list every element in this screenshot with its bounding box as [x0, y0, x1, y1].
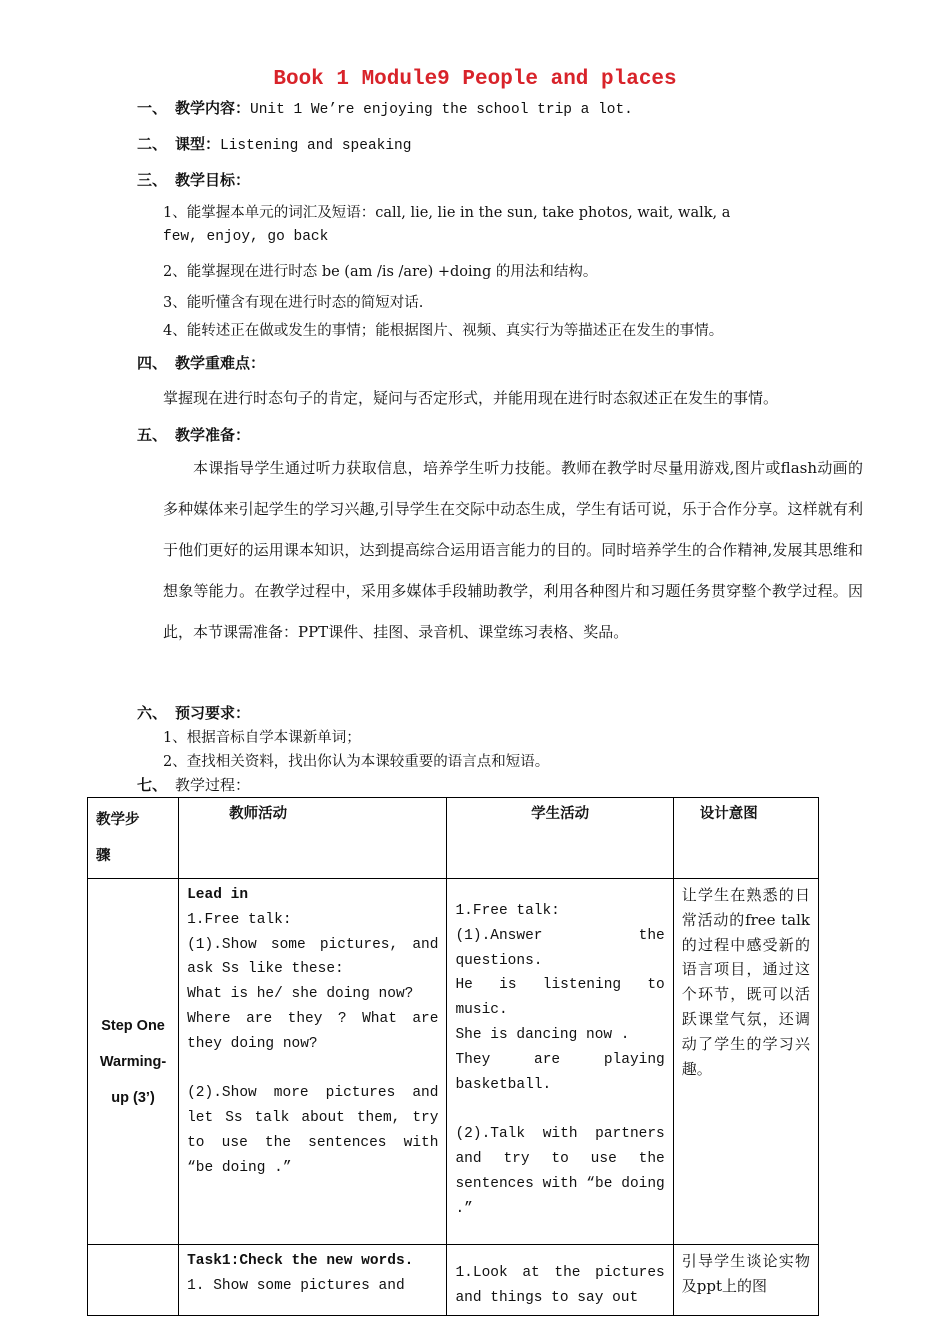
section-content: [137, 97, 633, 118]
document-title: Book 1 Module9 People and places: [273, 68, 677, 91]
section-heading: 课型：: [175, 135, 221, 153]
objective-line: 4、能转述正在做或发生的事情；能根据图片、视频、真实行为等描述正在发生的事情。: [163, 323, 724, 339]
step-cell: Step One Warming- up (3’): [88, 879, 179, 1245]
preview-line: 2、查找相关资料，找出你认为本课较重要的语言点和短语。: [163, 754, 550, 770]
section-heading: 教学准备：: [175, 426, 251, 444]
objective-line: 3、能听懂含有现在进行时态的简短对话.: [163, 295, 424, 311]
section-heading: 教学目标：: [175, 171, 251, 189]
section-heading: 教学过程：: [175, 776, 251, 794]
preparation-paragraph: 本课指导学生通过听力获取信息，培养学生听力技能。教师在教学时尽量用游戏,图片或flash动画的多种媒体来引起学生的学习兴趣,引导学生在交际中动态生成，学生有话可说，乐于合作分享。这样就有利于他们更好的运用课本知识，达到提高综合运用语言能力的目的。同时培养学生的合作精神,发展其思维和想象等能力。在教学过程中，采用多媒体手段辅助教学，利用各种图片和习题任务贯穿整个教学过程。因此，本节课需准备：PPT课件、挂图、录音机、课堂练习表格、奖品。: [163, 459, 863, 641]
section-heading: 预习要求：: [175, 704, 251, 722]
section-number: 二、: [137, 135, 168, 153]
section-number: 六、: [137, 704, 168, 722]
section-key-points: [137, 352, 265, 373]
teacher-activity-cell: Task1:Check the new words. 1. Show some pictures and: [179, 1245, 447, 1316]
table-header-row: [88, 798, 819, 879]
teacher-activity-cell: Lead in 1.Free talk: (1).Show some pictures, and ask Ss like these: What is he/ she doing now? Where are they ? What are they doing now? (2).Show more pictures and let Ss talk about them, try to use the sentences with “be doing .”: [179, 879, 447, 1245]
table-row: [88, 1245, 819, 1316]
header-step: 教学步骤: [88, 798, 179, 879]
section-number: 一、: [137, 99, 168, 117]
student-activity-cell: 1.Free talk: (1).Answer the questions. He is listening to music. She is dancing now . They are playing basketball. (2).Talk with partners and try to use the sentences with “be doing .”: [447, 879, 673, 1245]
section-number: 四、: [137, 354, 168, 372]
table-row: [88, 879, 819, 1245]
section-objectives: [137, 169, 250, 190]
section-process: [137, 774, 250, 795]
section-value: Unit 1 We’re enjoying the school trip a lot.: [250, 102, 633, 118]
header-design: 设计意图: [673, 798, 818, 879]
header-teacher: 教师活动: [179, 798, 447, 879]
preview-line: 1、根据音标自学本课新单词；: [163, 730, 361, 746]
section-number: 三、: [137, 171, 168, 189]
key-points-text: 掌握现在进行时态句子的肯定，疑问与否定形式，并能用现在进行时态叙述正在发生的事情。: [163, 389, 779, 407]
objective-line: 2、能掌握现在进行时态 be (am /is /are) +doing 的用法和结构。: [163, 264, 598, 280]
section-heading: 教学内容：: [175, 99, 251, 117]
header-student: 学生活动: [447, 798, 673, 879]
section-value: Listening and speaking: [220, 138, 412, 154]
step-cell: [88, 1245, 179, 1316]
lesson-process-table: [87, 797, 819, 1316]
section-number: 七、: [137, 776, 168, 794]
design-intent-cell: 引导学生谈论实物及ppt上的图: [673, 1245, 818, 1316]
section-preparation: [137, 424, 250, 445]
student-activity-cell: 1.Look at the pictures and things to say out: [447, 1245, 673, 1316]
design-intent-cell: 让学生在熟悉的日常活动的free talk的过程中感受新的语言项目，通过这个环节，既可以活跃课堂气氛，还调动了学生的学习兴趣。: [673, 879, 818, 1245]
section-number: 五、: [137, 426, 168, 444]
section-preview: [137, 702, 250, 723]
objective-line: 1、能掌握本单元的词汇及短语：call, lie, lie in the sun, take photos, wait, walk, a: [163, 205, 731, 221]
section-heading: 教学重难点：: [175, 354, 266, 372]
section-lesson-type: [137, 133, 411, 154]
objective-line: few, enjoy, go back: [163, 229, 329, 245]
